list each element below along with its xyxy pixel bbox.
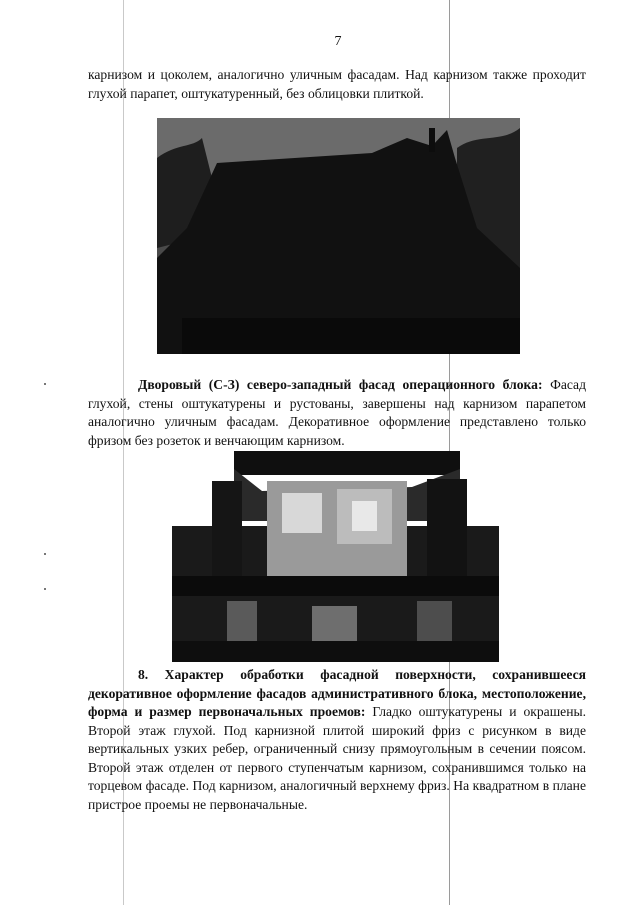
section-heading: 8. Характер обработки фасадной поверхности, сохранившееся декоративное оформление фасадов административного блока, местоположение, форма и размер первоначальных проемов: [88,667,586,719]
section-8-paragraph [88,666,586,814]
margin-mark [44,383,46,385]
paragraph-continuation: карнизом и цоколем, аналогично уличным фасадам. Над карнизом также проходит глухой парапет, оштукатуренный, без облицовки плиткой. [88,67,586,101]
paragraph-heading: Дворовый (С-З) северо-западный фасад операционного блока: [138,377,543,392]
page-number: 7 [334,34,342,49]
paragraph-courtyard-facade [88,376,586,450]
paragraph-body: Фасад глухой, стены оштукатурены и рустованы, завершены над карнизом парапетом аналогично уличным фасадам. Декоративное оформление представлено только фризом без розеток и венчающим карнизом. [88,377,586,448]
section-body: Гладко оштукатурены и окрашены. Второй этаж глухой. Под карнизной плитой широкий фриз с рисунком в виде вертикальных узких ребер, ограниченный снизу прямоугольным в сечении поясом. Второй этаж отделен от первого ступенчатым карнизом, сохранившимся только на торцевом фасаде. Под карнизом, аналогичный верхнему фриз. На квадратном в плане пристрое проемы не первоначальные. [88,704,586,812]
facade-photo-top [157,118,520,354]
margin-mark [44,553,46,555]
facade-photo-bottom [172,451,499,662]
margin-mark [44,588,46,590]
